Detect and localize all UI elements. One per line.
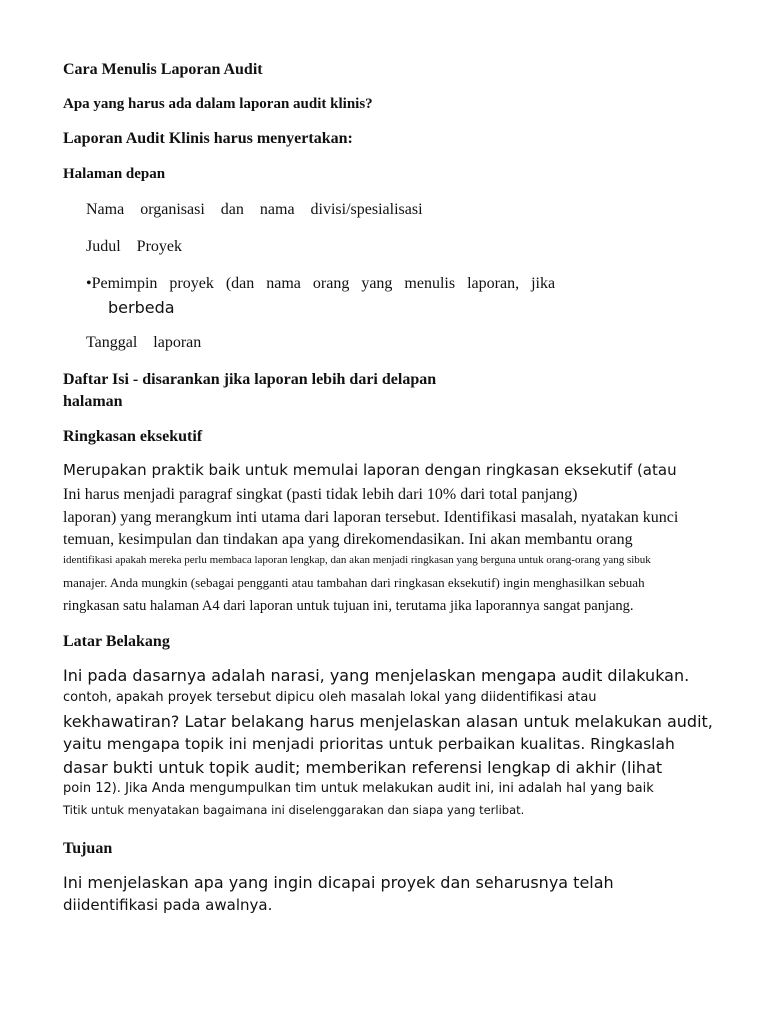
exec-summary-line: temuan, kesimpulan dan tindakan apa yang direkomendasikan. Ini akan membantu orang — [63, 531, 633, 548]
front-page-item: •Pemimpin proyek (dan nama orang yang menulis laporan, jika — [86, 275, 556, 292]
exec-summary-line: manajer. Anda mungkin (sebagai pengganti atau tambahan dari ringkasan eksekutif) ingin menghasilkan sebuah — [63, 575, 645, 590]
background-line: Titik untuk menyatakan bagaimana ini diselenggarakan dan siapa yang terlibat. — [63, 803, 525, 817]
background-heading: Latar Belakang — [63, 633, 170, 650]
toc-heading-line: Daftar Isi - disarankan jika laporan lebih dari delapan — [63, 371, 437, 388]
goal-heading: Tujuan — [63, 840, 113, 857]
question-heading: Apa yang harus ada dalam laporan audit klinis? — [63, 96, 373, 112]
goal-line: Ini menjelaskan apa yang ingin dicapai proyek dan seharusnya telah — [63, 873, 614, 892]
background-line: dasar bukti untuk topik audit; memberikan referensi lengkap di akhir (lihat — [63, 758, 663, 777]
must-include-heading: Laporan Audit Klinis harus menyertakan: — [63, 130, 353, 147]
exec-summary-line: laporan) yang merangkum inti utama dari laporan tersebut. Identifikasi masalah, nyatakan kunci — [63, 509, 679, 526]
goal-line: diidentifikasi pada awalnya. — [63, 896, 273, 914]
background-line: yaitu mengapa topik ini menjadi prioritas untuk perbaikan kualitas. Ringkaslah — [63, 735, 675, 753]
front-page-item: Tanggal laporan — [86, 334, 202, 351]
background-line: Ini pada dasarnya adalah narasi, yang menjelaskan mengapa audit dilakukan. — [63, 666, 690, 685]
front-page-heading: Halaman depan — [63, 166, 166, 182]
exec-summary-heading: Ringkasan eksekutif — [63, 428, 203, 445]
exec-summary-line: Merupakan praktik baik untuk memulai laporan dengan ringkasan eksekutif (atau — [63, 461, 677, 479]
exec-summary-line: ringkasan satu halaman A4 dari laporan untuk tujuan ini, terutama jika laporannya sangat panjang. — [63, 598, 634, 614]
front-page-item: Nama organisasi dan nama divisi/spesialisasi — [86, 201, 423, 218]
front-page-item-continued: berbeda — [108, 298, 175, 317]
toc-heading-line: halaman — [63, 393, 123, 410]
document-title: Cara Menulis Laporan Audit — [63, 61, 263, 78]
background-line: contoh, apakah proyek tersebut dipicu oleh masalah lokal yang diidentifikasi atau — [63, 690, 597, 705]
front-page-item: Judul Proyek — [86, 238, 182, 255]
background-line: kekhawatiran? Latar belakang harus menjelaskan alasan untuk melakukan audit, — [63, 712, 713, 731]
exec-summary-line: identifikasi apakah mereka perlu membaca laporan lengkap, dan akan menjadi ringkasan yang berguna untuk orang-orang yang sibuk — [63, 554, 651, 566]
exec-summary-line: Ini harus menjadi paragraf singkat (pasti tidak lebih dari 10% dari total panjang) — [63, 486, 578, 503]
background-line: poin 12). Jika Anda mengumpulkan tim untuk melakukan audit ini, ini adalah hal yang baik — [63, 781, 654, 796]
